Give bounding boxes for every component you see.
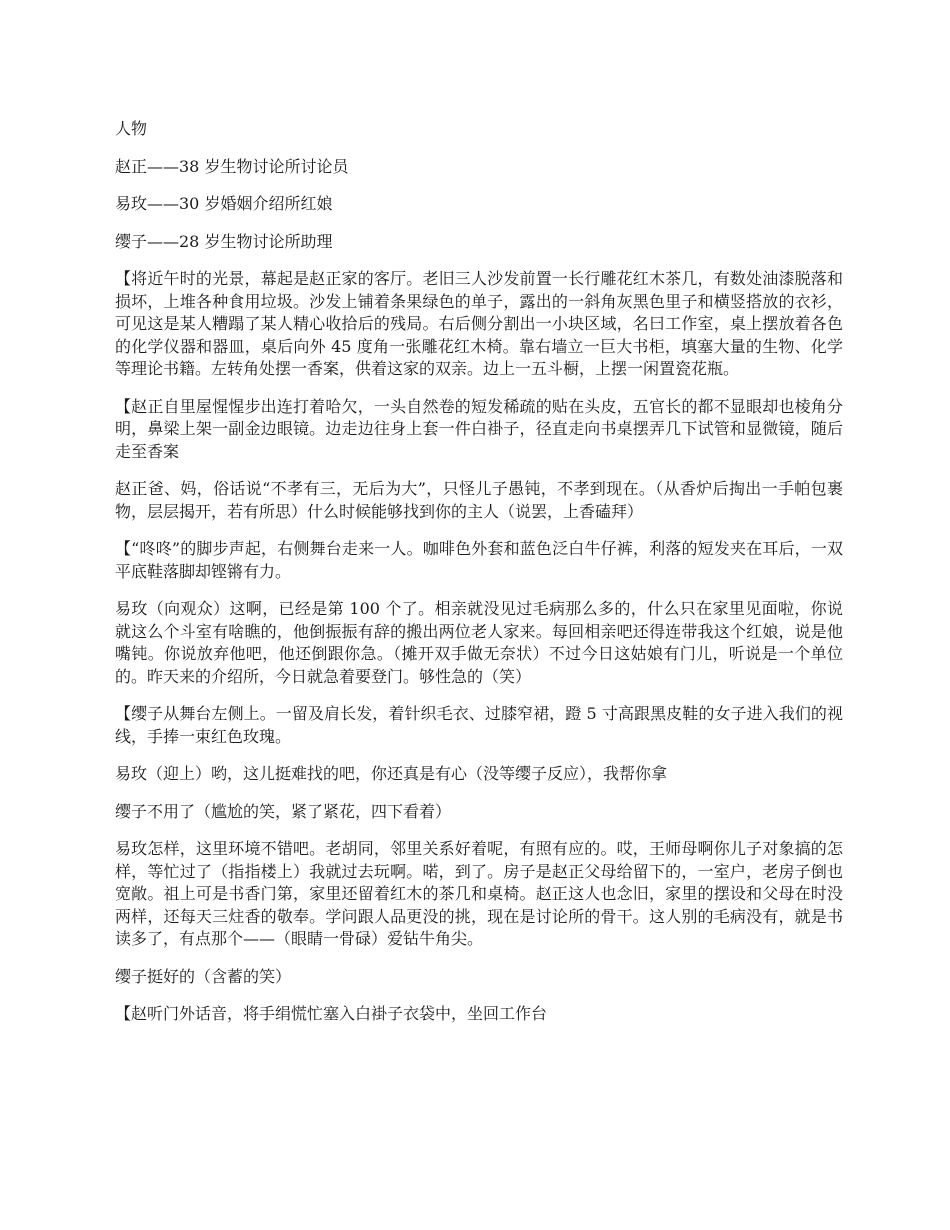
dialogue-paragraph: 易玫怎样，这里环境不错吧。老胡同，邻里关系好着呢，有照有应的。哎，王师母啊你儿子对象搞的怎样，等忙过了（指指楼上）我就过去玩啊。喏，到了。房子是赵正父母给留下的，一室户，老房子倒也宽敞。祖上可是书香门第，家里还留着红木的茶几和桌椅。赵正这人也念旧，家里的摆设和父母在时没两样，还每天三炷香的敬奉。学问跟人品更没的挑，现在是讨论所的骨干。这人别的毛病没有，就是书读多了，有点那个——（眼睛一骨碌）爱钻牛角尖。 [115,839,843,948]
dialogue-paragraph: 赵正爸、妈，俗话说“不孝有三，无后为大”，只怪儿子愚钝，不孝到现在。（从香炉后掏出一手帕包裹物，层层揭开，若有所思）什么时候能够找到你的主人（说罢，上香磕拜） [115,479,843,521]
character-zhao-zheng: 赵正——38 岁生物讨论所讨论员 [115,156,349,176]
document-page [115,118,843,1041]
stage-direction-zhao-enters: 【赵正自里屋惺惺步出连打着哈欠，一头自然卷的短发稀疏的贴在头皮，五官长的都不显眼却也棱角分明，鼻梁上架一副金边眼镜。边走边往身上套一件白褂子，径直走向书桌摆弄几下试管和显微镜，随后走至香案 [115,396,843,461]
stage-direction-paragraph: 【“咚咚”的脚步声起，右侧舞台走来一人。咖啡色外套和蓝色泛白牛仔裤，利落的短发夹在耳后，一双平底鞋落脚却铿锵有力。 [115,539,843,581]
stage-direction-setting: 【将近午时的光景，幕起是赵正家的客厅。老旧三人沙发前置一长行雕花红木茶几，有数处油漆脱落和损坏，上堆各种食用垃圾。沙发上铺着条果绿色的单子，露出的一斜角灰黑色里子和横竖搭放的衣衫，可见这是某人糟蹋了某人精心收拾后的残局。右后侧分割出一小块区域，名曰工作室，桌上摆放着各色的化学仪器和器皿，桌后向外 45 度角一张雕花红木椅。靠右墙立一巨大书柜，填塞大量的生物、化学等理论书籍。左转角处摆一香案，供着这家的双亲。边上一五斗橱，上摆一闲置瓷花瓶。 [115,269,843,378]
stage-direction-paragraph: 【缨子从舞台左侧上。一留及肩长发，着针织毛衣、过膝窄裙，蹬 5 寸高跟黑皮鞋的女子进入我们的视线，手捧一束红色玫瑰。 [115,704,843,746]
stage-direction-paragraph: 【赵听门外话音，将手绢慌忙塞入白褂子衣袋中，坐回工作台 [115,1004,548,1023]
dialogue-paragraph: 易玫（迎上）哟，这儿挺难找的吧，你还真是有心（没等缨子反应），我帮你拿 [115,764,668,783]
dialogue-paragraph: 缨子挺好的（含蓄的笑） [115,966,292,986]
character-yi-mei: 易玫——30 岁婚姻介绍所红娘 [115,194,333,213]
dialogue-paragraph: 易玫（向观众）这啊，已经是第 100 个了。相亲就没见过毛病那么多的，什么只在家里见面啦，你说就这么个斗室有啥瞧的，他倒振振有辞的搬出两位老人家来。每回相亲吧还得连带我这个红娘，说是他嘴钝。你说放弃他吧，他还倒跟你急。（摊开双手做无奈状）不过今日这姑娘有门儿，听说是一个单位的。昨天来的介绍所，今日就急着要登门。够性急的（笑） [115,599,843,686]
heading-characters: 人物 [115,119,148,138]
character-ying-zi: 缨子——28 岁生物讨论所助理 [115,231,333,251]
dialogue-paragraph: 缨子不用了（尴尬的笑，紧了紧花，四下看着） [115,801,452,821]
